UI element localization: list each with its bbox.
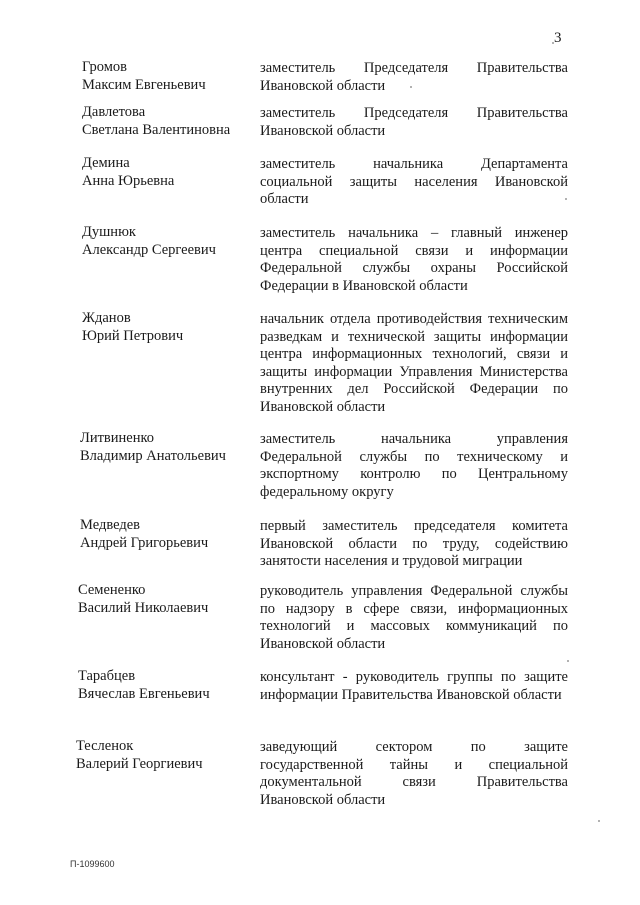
member-position: заведующий сектором по защите государственной тайны и специальной документальной связи Правительства Ивановской области (260, 739, 568, 808)
scan-speck (598, 820, 600, 822)
member-given-names: Максим Евгеньевич (82, 77, 206, 93)
member-given-names: Василий Николаевич (78, 600, 209, 616)
member-given-names: Андрей Григорьевич (80, 535, 209, 551)
member-surname: Демина (82, 155, 130, 171)
member-name (82, 103, 230, 139)
scan-speck (552, 42, 554, 44)
member-name (78, 581, 208, 617)
member-position: заместитель начальника Департамента социальной защиты населения Ивановской области (260, 156, 568, 208)
member-surname: Литвиненко (80, 430, 155, 446)
member-surname: Тесленок (76, 738, 134, 754)
member-position: руководитель управления Федеральной службы по надзору в сфере связи, информационных технологий и массовых коммуникаций по Ивановской области (260, 583, 568, 652)
member-given-names: Юрий Петрович (82, 328, 184, 344)
member-given-names: Анна Юрьевна (82, 173, 175, 189)
member-name (80, 516, 208, 552)
scan-speck (567, 660, 569, 662)
member-given-names: Александр Сергеевич (82, 242, 216, 258)
member-name (78, 667, 210, 703)
page-number: 3 (554, 30, 562, 46)
member-given-names: Валерий Георгиевич (76, 756, 203, 772)
member-surname: Медведев (80, 517, 140, 533)
member-surname: Тарабцев (78, 668, 136, 684)
scan-speck (565, 198, 567, 200)
member-given-names: Владимир Анатольевич (80, 448, 226, 464)
scan-speck (410, 86, 412, 88)
member-position: заместитель Председателя Правительства Ивановской области (260, 60, 568, 94)
member-surname: Давлетова (82, 104, 146, 120)
document-code: П-1099600 (70, 859, 115, 869)
member-surname: Жданов (82, 310, 131, 326)
member-given-names: Вячеслав Евгеньевич (78, 686, 210, 702)
member-given-names: Светлана Валентиновна (82, 122, 231, 138)
member-position: заместитель начальника – главный инженер центра специальной связи и информации Федеральной службы охраны Российской Федерации в Ивановской области (260, 225, 568, 294)
member-position: первый заместитель председателя комитета Ивановской области по труду, содействию занятости населения и трудовой миграции (260, 518, 568, 570)
member-name (80, 429, 226, 465)
member-position: консультант - руководитель группы по защите информации Правительства Ивановской области (260, 669, 568, 703)
member-name (82, 223, 216, 259)
member-name (82, 309, 183, 345)
member-surname: Семененко (78, 582, 146, 598)
member-name (82, 154, 174, 190)
member-position: заместитель Председателя Правительства Ивановской области (260, 105, 568, 139)
member-name (82, 58, 206, 94)
member-position: заместитель начальника управления Федеральной службы по техническому и экспортному контролю по Центральному федеральному округу (260, 431, 568, 500)
member-name (76, 737, 203, 773)
member-position: начальник отдела противодействия техническим разведкам и технической защиты информации центра информационных технологий, связи и защиты информации Управления Министерства внутренних дел Российской Федерации по Ивановской области (260, 311, 568, 415)
member-surname: Душнюк (82, 224, 136, 240)
member-surname: Громов (82, 59, 127, 75)
